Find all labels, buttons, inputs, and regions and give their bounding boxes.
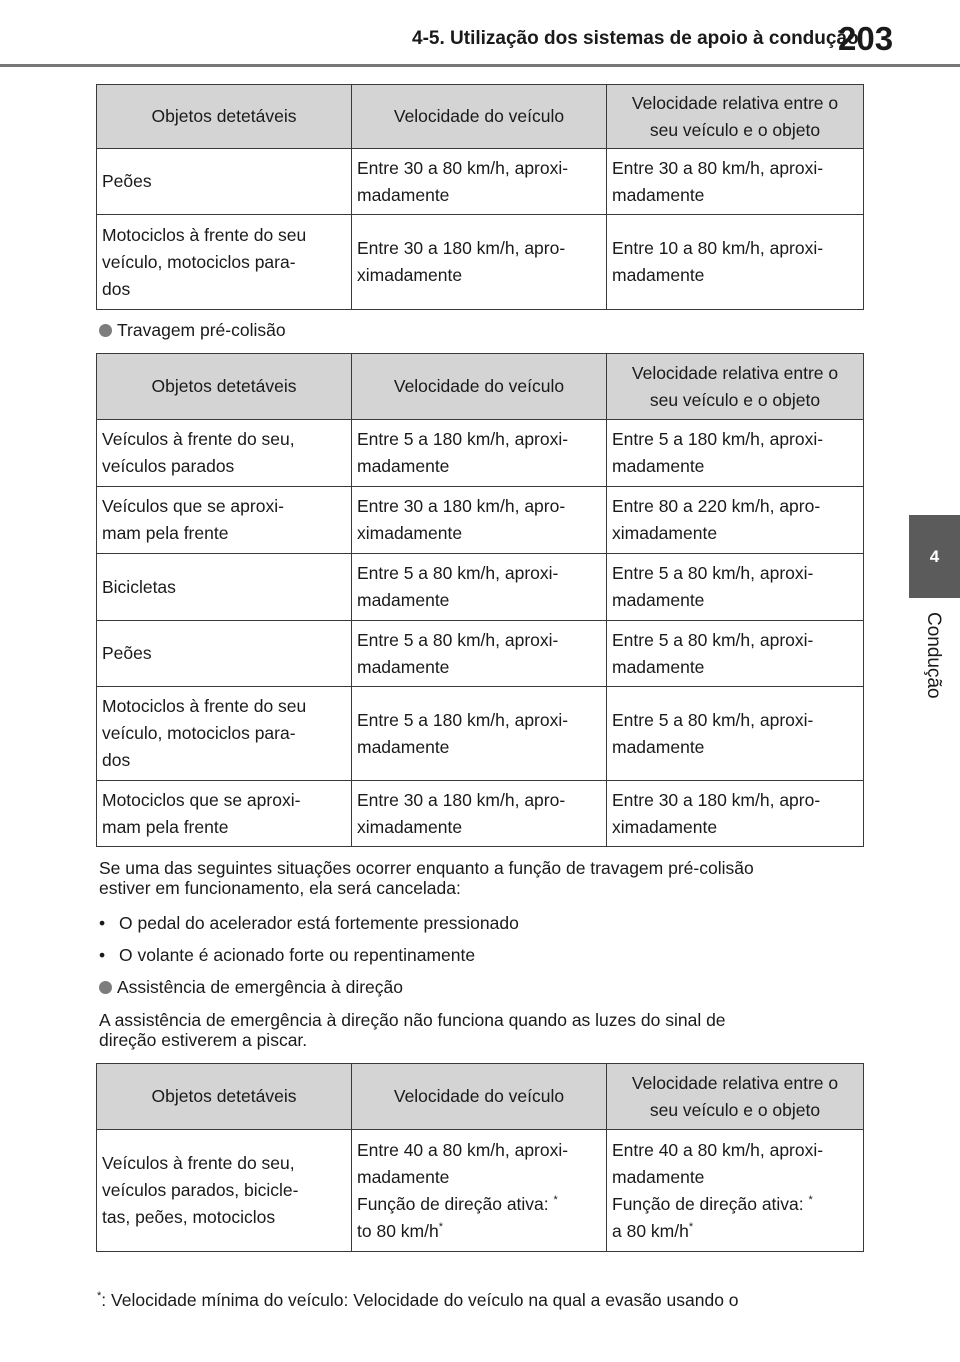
table-row [97,687,864,781]
cell-object: Peões [97,149,352,215]
cell-object: Motociclos à frente do seu veículo, motociclos para- dos [97,687,352,781]
cell-vehicle-speed: Entre 5 a 80 km/h, aproxi- madamente [352,621,607,687]
cell-relative-speed: Entre 30 a 180 km/h, apro- ximadamente [607,781,864,847]
header-detectable-objects: Objetos detetáveis [97,354,352,420]
table-row [97,487,864,554]
page-header [0,0,960,70]
cell-object: Veículos que se aproxi- mam pela frente [97,487,352,554]
table-row [97,1130,864,1252]
pre-collision-table [96,353,864,847]
table-row [97,149,864,215]
header-detectable-objects: Objetos detetáveis [97,1064,352,1130]
section-title: 4-5. Utilização dos sistemas de apoio à condução [412,28,859,49]
list-item: • O volante é acionado forte ou repentinamente [99,945,476,965]
chapter-label: Condução [923,612,944,699]
header-detectable-objects: Objetos detetáveis [97,85,352,149]
cell-object: Peões [97,621,352,687]
cell-vehicle-speed: Entre 30 a 180 km/h, apro- ximadamente [352,215,607,310]
list-bullet: • [99,945,106,965]
cell-relative-speed: Entre 40 a 80 km/h, aproxi- madamente Função de direção ativa: * a 80 km/h* [607,1130,864,1252]
footnote: *: Velocidade mínima do veículo: Velocidade do veículo na qual a evasão usando o [97,1290,739,1310]
chapter-number: 4 [929,546,940,566]
bullet-icon [99,324,112,337]
header-relative-speed: Velocidade relativa entre o seu veículo e o objeto [607,354,864,420]
cell-relative-speed: Entre 5 a 80 km/h, aproxi- madamente [607,687,864,781]
cell-relative-speed: Entre 10 a 80 km/h, aproxi- madamente [607,215,864,310]
cell-vehicle-speed: Entre 40 a 80 km/h, aproxi- madamente Função de direção ativa: * to 80 km/h* [352,1130,607,1252]
table-header-row [97,85,864,149]
page-number: 203 [838,20,894,57]
cell-object: Veículos à frente do seu, veículos parados [97,420,352,487]
list-item: • O pedal do acelerador está fortemente pressionado [99,913,519,933]
cell-relative-speed: Entre 5 a 80 km/h, aproxi- madamente [607,621,864,687]
bullet-icon [99,981,112,994]
header-rule [0,64,960,67]
cell-object: Bicicletas [97,554,352,621]
table-header-row [97,1064,864,1130]
detection-table-1 [96,84,864,310]
cell-object: Motociclos à frente do seu veículo, motociclos para- dos [97,215,352,310]
cell-vehicle-speed: Entre 30 a 180 km/h, apro- ximadamente [352,487,607,554]
cell-relative-speed: Entre 5 a 80 km/h, aproxi- madamente [607,554,864,621]
cell-vehicle-speed: Entre 5 a 180 km/h, aproxi- madamente [352,420,607,487]
pre-collision-heading: Travagem pré-colisão [99,320,286,341]
table-row [97,781,864,847]
cell-relative-speed: Entre 30 a 80 km/h, aproxi- madamente [607,149,864,215]
table-row [97,621,864,687]
header-vehicle-speed: Velocidade do veículo [352,85,607,149]
steering-assist-heading: Assistência de emergência à direção [99,977,403,998]
table-row [97,215,864,310]
footnote-marker: * [97,1290,102,1303]
cell-vehicle-speed: Entre 5 a 80 km/h, aproxi- madamente [352,554,607,621]
steering-assist-paragraph: A assistência de emergência à direção não funciona quando as luzes do sinal de direção estiverem a piscar. [99,1010,726,1050]
cell-relative-speed: Entre 80 a 220 km/h, apro- ximadamente [607,487,864,554]
header-relative-speed: Velocidade relativa entre o seu veículo e o objeto [607,1064,864,1130]
header-relative-speed: Velocidade relativa entre o seu veículo e o objeto [607,85,864,149]
chapter-tab [909,515,960,598]
list-bullet: • [99,913,106,933]
table-row [97,420,864,487]
header-vehicle-speed: Velocidade do veículo [352,354,607,420]
cell-object: Veículos à frente do seu, veículos parados, bicicle- tas, peões, motociclos [97,1130,352,1252]
header-vehicle-speed: Velocidade do veículo [352,1064,607,1130]
steering-assist-table [96,1063,864,1252]
cell-object: Motociclos que se aproxi- mam pela frente [97,781,352,847]
table-row [97,554,864,621]
cell-vehicle-speed: Entre 30 a 80 km/h, aproxi- madamente [352,149,607,215]
table-header-row [97,354,864,420]
cancel-paragraph: Se uma das seguintes situações ocorrer enquanto a função de travagem pré-colisão estiver em funcionamento, ela será cancelada: [99,858,754,898]
cell-vehicle-speed: Entre 30 a 180 km/h, apro- ximadamente [352,781,607,847]
cell-vehicle-speed: Entre 5 a 180 km/h, aproxi- madamente [352,687,607,781]
cell-relative-speed: Entre 5 a 180 km/h, aproxi- madamente [607,420,864,487]
